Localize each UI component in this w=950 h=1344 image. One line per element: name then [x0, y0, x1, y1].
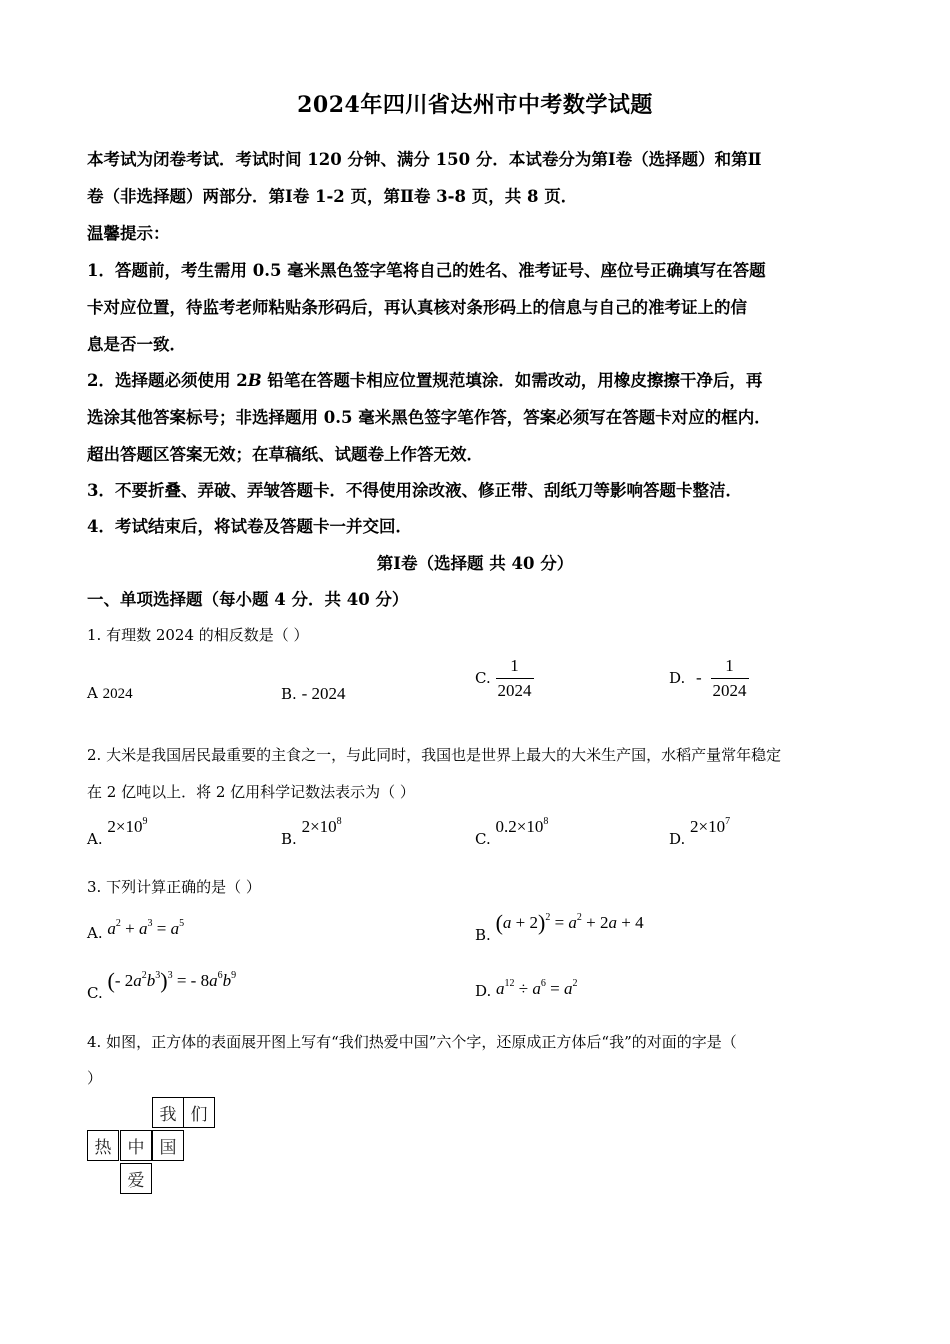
q2-a-label: A. — [87, 830, 103, 848]
q1-c-fraction — [496, 656, 534, 700]
q2-c-value — [496, 817, 549, 836]
q3-a-label: A. — [87, 924, 103, 942]
q1-d-label: D. — [669, 669, 686, 688]
net-cell-guo: 国 — [152, 1130, 184, 1161]
net-cell-ai: 爱 — [120, 1163, 152, 1194]
q1-b-label: B. — [281, 685, 297, 703]
q3-c-label: C. — [87, 984, 103, 1002]
q2-d-exponent: 7 — [725, 816, 731, 827]
tip-4: 4．考试结束后，将试卷及答题卡一并交回． — [87, 517, 412, 536]
net-cell-zhong: 中 — [120, 1130, 152, 1161]
part-1-heading: 一、单项选择题（每小题 4 分．共 40 分） — [87, 590, 409, 609]
tips-heading: 温馨提示： — [87, 224, 170, 243]
q2-a-value — [107, 817, 147, 836]
net-cell-wo: 我 — [152, 1097, 184, 1128]
q1-c-denominator: 2024 — [497, 680, 532, 700]
q2-option-b — [281, 816, 342, 848]
question-4-stem-line-1: 4. 如图，正方体的表面展开图上写有“我们热爱中国”六个字，还原成正方体后“我”的对面的字是（ — [87, 1033, 737, 1051]
q2-c-exponent: 8 — [543, 816, 549, 827]
q2-a-exponent: 9 — [142, 816, 148, 827]
q1-c-label: C. — [475, 669, 491, 688]
q3-d-label: D. — [475, 982, 492, 1000]
question-4-stem-line-2: ） — [87, 1069, 103, 1087]
question-2-stem-line-1: 2. 大米是我国居民最重要的主食之一，与此同时，我国也是世界上最大的大米生产国，水稻产量常年稳定 — [87, 746, 782, 764]
q3-c-expression: (- $2a^2b^3)^3$ = - $8a^6b^9$ — [107, 968, 237, 993]
q2-b-exponent: 8 — [336, 816, 342, 827]
q2-d-label: D. — [669, 830, 686, 848]
q2-option-a — [87, 816, 148, 848]
tip-2-pencil-grade: B — [247, 371, 262, 390]
question-3-stem: 3. 下列计算正确的是（ ） — [87, 878, 261, 896]
q3-d-expression: $a^{12} \div a^6 = a^2$ — [496, 978, 578, 998]
question-1-stem: 1. 有理数 2024 的相反数是（ ） — [87, 626, 309, 644]
net-cell-re: 热 — [87, 1130, 119, 1161]
q2-a-base: 2×10 — [107, 817, 143, 836]
q1-b-value: - 2024 — [301, 684, 346, 703]
q1-d-denominator: 2024 — [712, 680, 747, 700]
q1-d-numerator: 1 — [711, 656, 749, 679]
tip-1-line-2: 卡对应位置，待监考老师粘贴条形码后，再认真核对条形码上的信息与自己的准考证上的信 — [87, 298, 747, 317]
q2-b-value — [302, 817, 342, 836]
question-2-stem-line-2: 在 2 亿吨以上．将 2 亿用科学记数法表示为（ ） — [87, 783, 415, 801]
intro-line-1: 本考试为闭卷考试．考试时间 120 分钟、满分 150 分．本试卷分为第Ⅰ卷（选择题）和第Ⅱ — [87, 150, 762, 169]
q1-option-d — [669, 656, 749, 700]
q3-option-c — [87, 968, 237, 1002]
q1-option-b — [281, 684, 346, 704]
q3-a-expression: $a^2 + a^3 = a^5$ — [107, 918, 185, 938]
q3-b-expression: $(a + 2)^2 = a^2 + 2a + 4$ — [495, 910, 644, 935]
tip-2-text-c: 铅笔在答题卡相应位置规范填涂．如需改动，用橡皮擦擦干净后，再 — [261, 371, 763, 390]
tip-3: 3．不要折叠、弄破、弄皱答题卡．不得使用涂改液、修正带、刮纸刀等影响答题卡整洁． — [87, 481, 742, 500]
q1-d-fraction — [711, 656, 749, 700]
tip-2-line-1 — [87, 367, 762, 391]
intro-line-2: 卷（非选择题）两部分．第Ⅰ卷 1-2 页，第Ⅱ卷 3-8 页，共 8 页． — [87, 187, 578, 206]
q3-option-b — [475, 910, 644, 944]
net-cell-men: 们 — [183, 1097, 215, 1128]
q2-option-c — [475, 816, 549, 848]
tip-1-line-1: 1．答题前，考生需用 0.5 毫米黑色签字笔将自己的姓名、准考证号、座位号正确填写在答题 — [87, 261, 766, 280]
q1-a-label: A — [87, 684, 98, 702]
q2-c-label: C. — [475, 830, 491, 848]
tip-1-line-3: 息是否一致． — [87, 335, 186, 354]
q3-b-label: B. — [475, 926, 491, 944]
q3-option-d — [475, 978, 577, 999]
page-title: 2024年四川省达州市中考数学试题 — [297, 92, 653, 118]
q2-option-d — [669, 816, 731, 848]
q2-d-value — [690, 817, 730, 836]
q1-d-sign: - — [696, 668, 702, 688]
section-1-title: 第Ⅰ卷（选择题 共 40 分） — [376, 554, 574, 573]
tip-2-text-a: 2．选择题必须使用 2 — [87, 371, 248, 390]
q1-a-value: 2024 — [102, 686, 133, 702]
q1-option-a — [87, 684, 133, 703]
tip-2-line-3: 超出答题区答案无效；在草稿纸、试题卷上作答无效． — [87, 445, 483, 464]
q2-c-base: 0.2×10 — [495, 817, 544, 836]
q1-option-c — [475, 656, 534, 700]
cube-net-figure — [87, 1097, 227, 1197]
q2-d-base: 2×10 — [690, 817, 726, 836]
q2-b-base: 2×10 — [301, 817, 337, 836]
q2-b-label: B. — [281, 830, 297, 848]
tip-2-line-2: 选涂其他答案标号；非选择题用 0.5 毫米黑色签字笔作答，答案必须写在答题卡对应的框内． — [87, 408, 771, 427]
q1-c-numerator: 1 — [496, 656, 534, 679]
q3-option-a — [87, 918, 185, 942]
